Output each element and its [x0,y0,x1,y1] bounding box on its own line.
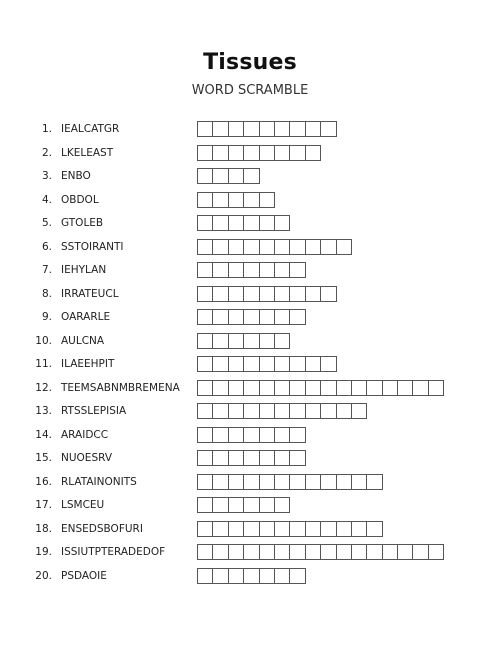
answer-boxes[interactable] [197,544,443,560]
letter-box[interactable] [289,450,305,466]
item-number: 11. [35,358,52,370]
letter-box[interactable] [305,286,321,302]
worksheet-title: Tissues [203,50,297,75]
letter-box[interactable] [212,380,228,396]
letter-box[interactable] [197,544,213,560]
letter-box[interactable] [212,168,228,184]
letter-box[interactable] [351,403,367,419]
letter-box[interactable] [197,497,213,513]
scrambled-word: IEHYLAN [61,264,107,276]
letter-box[interactable] [197,145,213,161]
item-number: 3. [41,170,52,182]
item-number: 4. [41,193,52,206]
letter-box[interactable] [259,568,275,584]
letter-box[interactable] [259,239,275,255]
scrambled-word: ISSIUTPTERADEDOF [61,546,166,558]
letter-box[interactable] [212,356,228,372]
letter-box[interactable] [259,309,275,325]
letter-box[interactable] [274,262,290,278]
scramble-row [0,331,500,355]
letter-box[interactable] [412,380,428,396]
scramble-row [0,237,500,261]
letter-box[interactable] [320,121,336,137]
letter-box[interactable] [397,380,413,396]
letter-box[interactable] [197,262,213,278]
letter-box[interactable] [274,239,290,255]
letter-box[interactable] [259,497,275,513]
letter-box[interactable] [243,168,259,184]
letter-box[interactable] [274,309,290,325]
letter-box[interactable] [305,380,321,396]
letter-box[interactable] [366,380,382,396]
letter-box[interactable] [274,380,290,396]
letter-box[interactable] [259,356,275,372]
item-number: 2. [41,146,52,159]
letter-box[interactable] [197,286,213,302]
scramble-row [0,119,500,143]
letter-box[interactable] [397,544,413,560]
letter-box[interactable] [274,403,290,419]
letter-box[interactable] [274,215,290,231]
letter-box[interactable] [351,474,367,490]
letter-box[interactable] [289,568,305,584]
letter-box[interactable] [243,380,259,396]
letter-box[interactable] [228,286,244,302]
letter-box[interactable] [243,286,259,302]
scramble-row [0,566,500,590]
letter-box[interactable] [228,474,244,490]
letter-box[interactable] [259,145,275,161]
letter-box[interactable] [289,286,305,302]
letter-box[interactable] [366,544,382,560]
letter-box[interactable] [289,121,305,137]
letter-box[interactable] [382,544,398,560]
letter-box[interactable] [259,427,275,443]
letter-box[interactable] [366,474,382,490]
item-number: 17. [35,499,52,511]
letter-box[interactable] [259,521,275,537]
letter-box[interactable] [197,356,213,372]
letter-box[interactable] [228,568,244,584]
item-number: 15. [35,452,52,464]
letter-box[interactable] [274,286,290,302]
letter-box[interactable] [243,521,259,537]
letter-box[interactable] [274,427,290,443]
answer-boxes[interactable] [197,145,320,161]
letter-box[interactable] [289,356,305,372]
letter-box[interactable] [197,450,213,466]
scrambled-word: IRRATEUCL [61,287,119,300]
letter-box[interactable] [243,403,259,419]
scramble-row [0,213,500,237]
letter-box[interactable] [289,474,305,490]
letter-box[interactable] [305,474,321,490]
letter-box[interactable] [320,521,336,537]
letter-box[interactable] [197,215,213,231]
letter-box[interactable] [212,568,228,584]
scrambled-word: ENBO [61,170,91,182]
letter-box[interactable] [274,544,290,560]
letter-box[interactable] [428,544,444,560]
letter-box[interactable] [197,121,213,137]
letter-box[interactable] [212,215,228,231]
letter-box[interactable] [274,121,290,137]
item-number: 13. [35,405,52,417]
scrambled-word: PSDAOIE [61,569,107,582]
letter-box[interactable] [228,215,244,231]
scramble-row [0,260,500,284]
item-number: 10. [35,334,52,347]
letter-box[interactable] [228,521,244,537]
scrambled-word: ILAEEHPIT [61,358,115,370]
letter-box[interactable] [320,286,336,302]
letter-box[interactable] [289,427,305,443]
item-number: 14. [35,428,52,441]
scramble-row [0,448,500,472]
letter-box[interactable] [212,333,228,349]
letter-box[interactable] [243,192,259,208]
letter-box[interactable] [228,262,244,278]
letter-box[interactable] [197,380,213,396]
letter-box[interactable] [336,474,352,490]
scrambled-word: OBDOL [61,193,99,206]
worksheet-subtitle: WORD SCRAMBLE [191,83,309,98]
letter-box[interactable] [320,544,336,560]
letter-box[interactable] [212,309,228,325]
letter-box[interactable] [320,380,336,396]
letter-box[interactable] [305,544,321,560]
letter-box[interactable] [305,521,321,537]
letter-box[interactable] [197,192,213,208]
letter-box[interactable] [259,121,275,137]
letter-box[interactable] [228,380,244,396]
scramble-row [0,166,500,190]
letter-box[interactable] [259,333,275,349]
letter-box[interactable] [274,333,290,349]
item-number: 18. [35,522,52,535]
answer-boxes[interactable] [197,427,305,443]
scrambled-word: TEEMSABNMBREMENA [61,381,180,394]
answer-boxes[interactable] [197,568,305,584]
letter-box[interactable] [336,239,352,255]
answer-boxes[interactable] [197,450,305,466]
letter-box[interactable] [336,380,352,396]
letter-box[interactable] [259,262,275,278]
letter-box[interactable] [243,497,259,513]
letter-box[interactable] [320,474,336,490]
letter-box[interactable] [243,333,259,349]
letter-box[interactable] [228,403,244,419]
letter-box[interactable] [351,521,367,537]
letter-box[interactable] [305,356,321,372]
scramble-row [0,425,500,449]
letter-box[interactable] [351,544,367,560]
scrambled-word: AULCNA [61,334,105,347]
letter-box[interactable] [259,192,275,208]
letter-box[interactable] [351,380,367,396]
letter-box[interactable] [243,262,259,278]
answer-boxes[interactable] [197,215,289,231]
answer-boxes[interactable] [197,192,274,208]
letter-box[interactable] [289,145,305,161]
item-number: 8. [41,287,52,300]
letter-box[interactable] [320,356,336,372]
letter-box[interactable] [259,380,275,396]
scramble-row [0,284,500,308]
answer-boxes[interactable] [197,262,305,278]
item-number: 1. [41,123,52,135]
letter-box[interactable] [289,262,305,278]
letter-box[interactable] [305,145,321,161]
answer-boxes[interactable] [197,121,336,137]
scrambled-word: OARARLE [61,311,111,323]
letter-box[interactable] [243,145,259,161]
letter-box[interactable] [259,403,275,419]
scramble-row [0,401,500,425]
letter-box[interactable] [428,380,444,396]
letter-box[interactable] [228,121,244,137]
letter-box[interactable] [197,309,213,325]
letter-box[interactable] [305,239,321,255]
letter-box[interactable] [289,521,305,537]
letter-box[interactable] [243,121,259,137]
letter-box[interactable] [197,568,213,584]
letter-box[interactable] [228,168,244,184]
letter-box[interactable] [197,474,213,490]
letter-box[interactable] [212,521,228,537]
scrambled-word: RLATAINONITS [61,475,137,488]
answer-boxes[interactable] [197,168,259,184]
letter-box[interactable] [243,427,259,443]
scrambled-word: NUOESRV [61,452,113,464]
letter-box[interactable] [274,145,290,161]
letter-box[interactable] [228,427,244,443]
letter-box[interactable] [259,450,275,466]
letter-box[interactable] [228,450,244,466]
scramble-row [0,307,500,331]
letter-box[interactable] [274,568,290,584]
letter-box[interactable] [212,474,228,490]
answer-boxes[interactable] [197,403,366,419]
letter-box[interactable] [305,403,321,419]
letter-box[interactable] [197,333,213,349]
answer-boxes[interactable] [197,356,336,372]
letter-box[interactable] [382,380,398,396]
letter-box[interactable] [336,403,352,419]
letter-box[interactable] [243,239,259,255]
answer-boxes[interactable] [197,521,382,537]
answer-boxes[interactable] [197,497,289,513]
letter-box[interactable] [197,403,213,419]
scramble-row [0,519,500,543]
letter-box[interactable] [212,544,228,560]
letter-box[interactable] [212,145,228,161]
letter-box[interactable] [212,192,228,208]
item-number: 6. [41,240,52,253]
letter-box[interactable] [259,215,275,231]
letter-box[interactable] [243,309,259,325]
letter-box[interactable] [289,380,305,396]
item-number: 5. [41,217,52,229]
letter-box[interactable] [212,286,228,302]
letter-box[interactable] [289,239,305,255]
letter-box[interactable] [197,521,213,537]
letter-box[interactable] [212,403,228,419]
item-number: 12. [35,381,52,394]
answer-boxes[interactable] [197,309,305,325]
answer-boxes[interactable] [197,333,289,349]
scrambled-word: ENSEDSBOFURI [61,522,143,535]
scrambled-word: GTOLEB [61,217,104,229]
letter-box[interactable] [197,239,213,255]
letter-box[interactable] [274,497,290,513]
letter-box[interactable] [228,333,244,349]
letter-box[interactable] [212,450,228,466]
letter-box[interactable] [228,192,244,208]
letter-box[interactable] [274,356,290,372]
letter-box[interactable] [259,286,275,302]
letter-box[interactable] [228,356,244,372]
letter-box[interactable] [243,568,259,584]
letter-box[interactable] [243,356,259,372]
scramble-row [0,472,500,496]
letter-box[interactable] [412,544,428,560]
letter-box[interactable] [289,544,305,560]
letter-box[interactable] [259,474,275,490]
letter-box[interactable] [320,239,336,255]
letter-box[interactable] [289,403,305,419]
letter-box[interactable] [212,239,228,255]
letter-box[interactable] [320,403,336,419]
letter-box[interactable] [243,544,259,560]
letter-box[interactable] [212,262,228,278]
scramble-row [0,378,500,402]
answer-boxes[interactable] [197,239,351,255]
scramble-row [0,190,500,214]
scramble-row [0,495,500,519]
answer-boxes[interactable] [197,286,336,302]
letter-box[interactable] [212,427,228,443]
letter-box[interactable] [212,121,228,137]
scrambled-word: RTSSLEPISIA [61,405,127,417]
letter-box[interactable] [243,474,259,490]
letter-box[interactable] [336,521,352,537]
letter-box[interactable] [243,215,259,231]
scramble-row [0,354,500,378]
letter-box[interactable] [305,121,321,137]
scrambled-word: SSTOIRANTI [61,240,124,253]
letter-box[interactable] [212,497,228,513]
item-number: 20. [35,569,52,582]
scrambled-word: LSMCEU [61,499,105,511]
letter-box[interactable] [259,544,275,560]
item-number: 19. [35,546,52,558]
item-number: 9. [41,311,52,323]
letter-box[interactable] [197,427,213,443]
letter-box[interactable] [228,544,244,560]
answer-boxes[interactable] [197,380,443,396]
letter-box[interactable] [289,309,305,325]
letter-box[interactable] [274,474,290,490]
letter-box[interactable] [228,239,244,255]
scramble-list [0,119,500,589]
letter-box[interactable] [243,450,259,466]
letter-box[interactable] [366,521,382,537]
answer-boxes[interactable] [197,474,382,490]
letter-box[interactable] [228,309,244,325]
scramble-row [0,542,500,566]
letter-box[interactable] [228,497,244,513]
letter-box[interactable] [274,450,290,466]
item-number: 7. [41,264,52,276]
letter-box[interactable] [274,521,290,537]
scrambled-word: IEALCATGR [61,123,120,135]
scrambled-word: LKELEAST [61,146,114,159]
scrambled-word: ARAIDCC [61,428,109,441]
scramble-row [0,143,500,167]
letter-box[interactable] [228,145,244,161]
letter-box[interactable] [197,168,213,184]
letter-box[interactable] [336,544,352,560]
item-number: 16. [35,475,52,488]
